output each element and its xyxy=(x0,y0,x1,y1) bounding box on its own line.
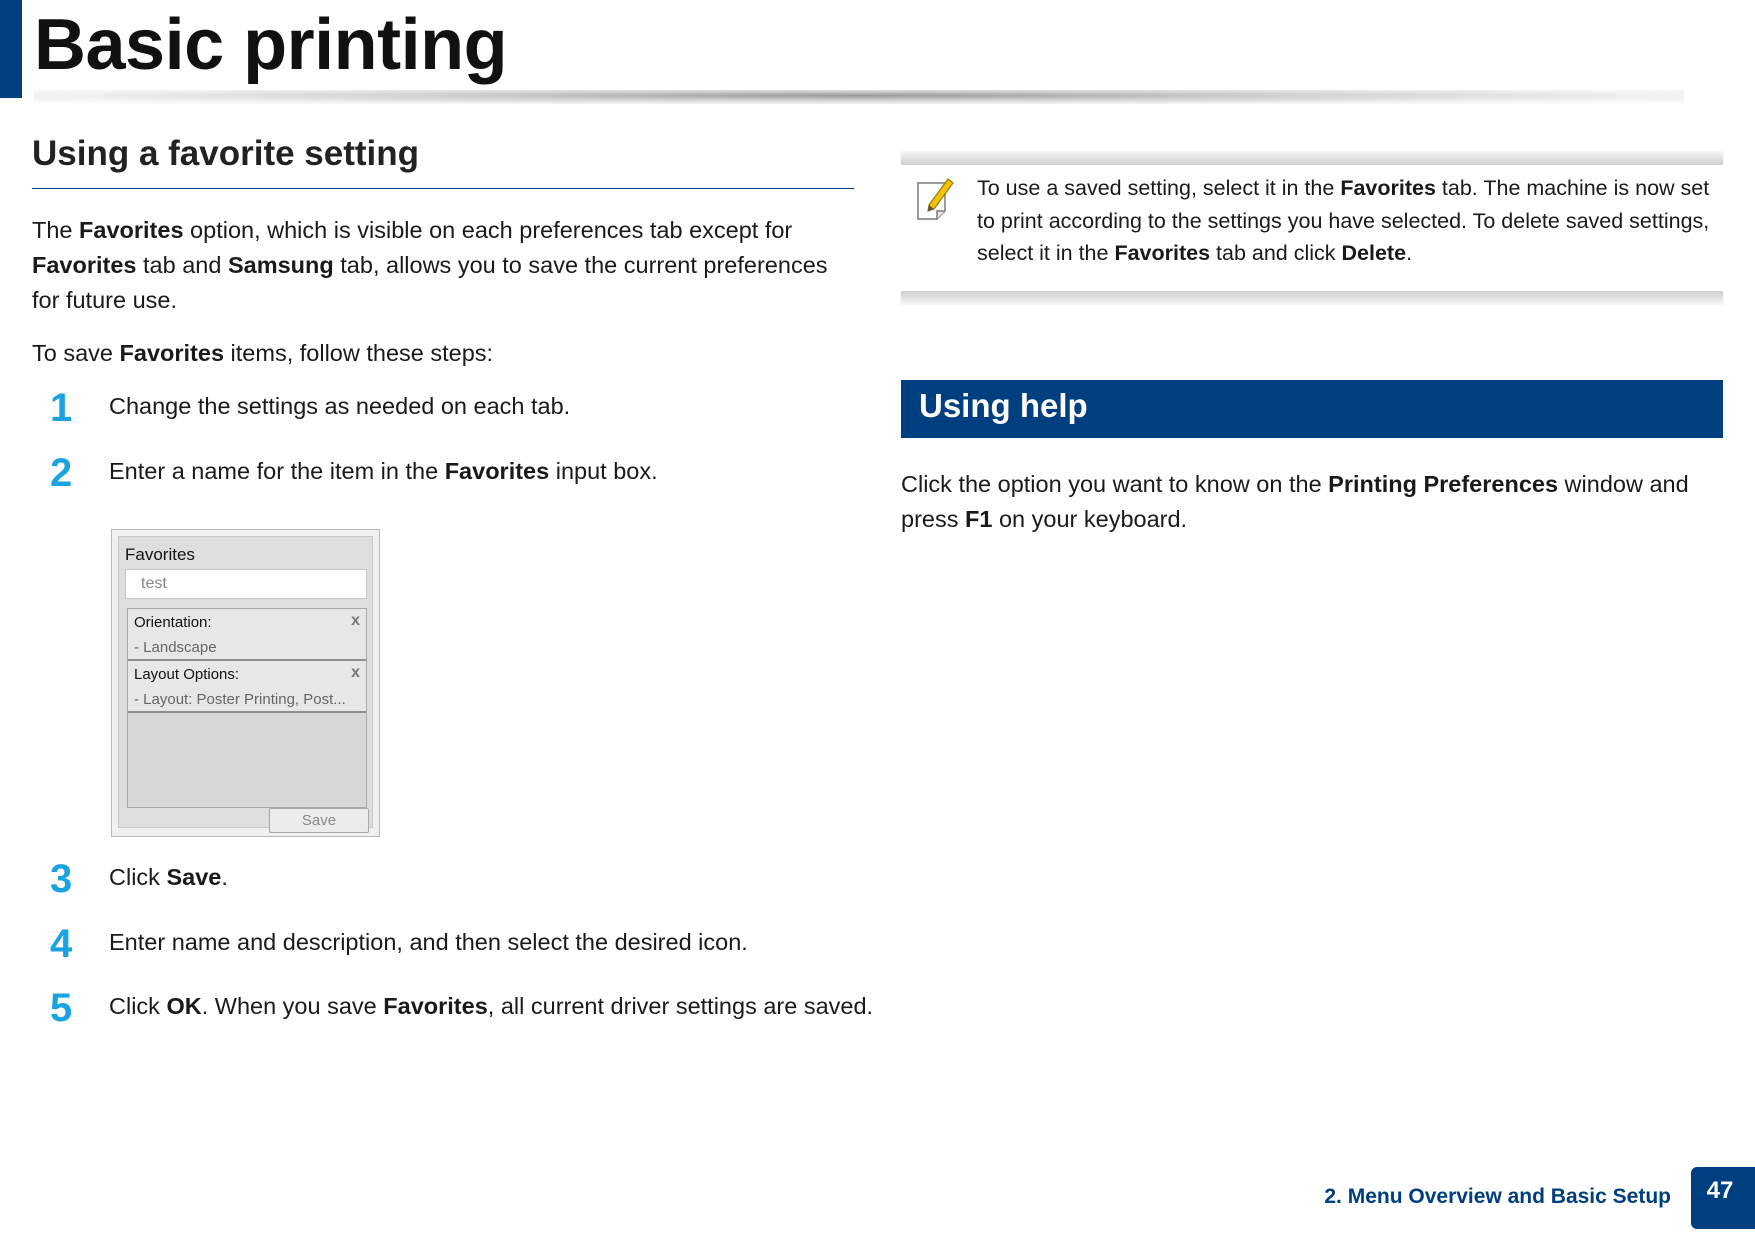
step-1 xyxy=(32,386,862,439)
text-run: To save xyxy=(32,340,120,366)
page-number-badge xyxy=(1691,1167,1755,1229)
favorite-section xyxy=(32,134,854,371)
text-run: input box. xyxy=(549,458,658,484)
help-heading: Using help xyxy=(919,387,1088,424)
bold-term: Save xyxy=(166,864,222,890)
text-run: items, follow these steps: xyxy=(224,340,494,366)
section-heading: Using a favorite setting xyxy=(32,134,854,189)
note-box xyxy=(901,151,1723,305)
text-run: . xyxy=(221,864,228,890)
favorites-name-input[interactable]: test xyxy=(125,569,367,599)
bold-term: Favorites xyxy=(32,252,137,278)
favorites-dialog-screenshot xyxy=(111,529,380,837)
bold-term: OK xyxy=(166,993,202,1019)
title-divider xyxy=(34,90,1684,104)
bold-term: Favorites xyxy=(79,217,184,243)
bold-term: Favorites xyxy=(1340,176,1436,200)
help-heading-bar xyxy=(901,380,1723,438)
entry-value: - Layout: Poster Printing, Post... xyxy=(134,691,346,708)
bold-term: Samsung xyxy=(227,252,334,278)
entry-label: Orientation: xyxy=(134,614,212,631)
bold-term: Printing Preferences xyxy=(1328,471,1559,497)
text-run: tab and xyxy=(136,252,228,278)
step-4 xyxy=(32,922,862,975)
remove-entry-icon[interactable]: x xyxy=(351,612,360,629)
text-run: To use a saved setting, select it in the xyxy=(977,176,1341,200)
text-run: Enter a name for the item in the xyxy=(109,458,445,484)
text-run: option, which is visible on each preferences tab except for xyxy=(183,217,793,243)
favorites-title: Favorites xyxy=(125,545,195,564)
text-run: Enter name and description, and then select the desired icon. xyxy=(109,929,748,955)
help-paragraph xyxy=(901,467,1723,537)
step-number: 3 xyxy=(50,857,73,901)
favorite-entry[interactable] xyxy=(128,661,366,713)
entry-label: Layout Options: xyxy=(134,666,240,683)
footer-chapter-link[interactable]: 2. Menu Overview and Basic Setup xyxy=(1324,1185,1671,1208)
remove-entry-icon[interactable]: x xyxy=(351,664,360,681)
bold-term: Favorites xyxy=(1114,241,1211,265)
text-run: Change the settings as needed on each tab. xyxy=(109,393,571,419)
bold-term: Favorites xyxy=(444,458,550,484)
page-number: 47 xyxy=(1706,1177,1734,1204)
bold-term: Favorites xyxy=(383,993,488,1019)
step-text xyxy=(109,860,228,895)
text-run: window and press xyxy=(901,471,1689,532)
save-button[interactable]: Save xyxy=(269,808,369,833)
step-3 xyxy=(32,857,862,910)
step-5 xyxy=(32,986,874,1039)
text-run: Click the option you want to know on the xyxy=(901,471,1329,497)
step-number: 2 xyxy=(50,451,73,495)
text-run: tab. The machine is now set to print according to the settings you have selected. To delete saved settings, select it in the xyxy=(977,176,1710,265)
favorites-settings-list xyxy=(127,608,367,808)
step-number: 5 xyxy=(50,986,73,1030)
favorites-panel xyxy=(118,536,373,828)
bold-term: Delete xyxy=(1341,241,1407,265)
entry-value: - Landscape xyxy=(134,639,217,656)
step-number: 1 xyxy=(50,386,73,430)
step-number: 4 xyxy=(50,922,73,966)
note-text xyxy=(977,172,1723,270)
save-intro-paragraph xyxy=(32,336,854,371)
text-run: Click xyxy=(109,993,167,1019)
text-run: The xyxy=(32,217,80,243)
chapter-title: Basic printing xyxy=(34,5,508,85)
intro-paragraph xyxy=(32,213,854,318)
text-run: , all current driver settings are saved. xyxy=(487,993,874,1019)
note-top-border xyxy=(901,151,1723,165)
step-text xyxy=(109,389,570,424)
text-run: on your keyboard. xyxy=(992,506,1188,532)
step-text xyxy=(109,989,873,1024)
favorite-entry[interactable] xyxy=(128,609,366,661)
note-pencil-icon xyxy=(915,175,957,221)
step-text xyxy=(109,925,748,960)
bold-term: Favorites xyxy=(119,340,225,366)
step-2 xyxy=(32,451,862,504)
text-run: tab, allows you to save the current preferences for future use. xyxy=(32,252,828,313)
text-run: tab and click xyxy=(1210,241,1342,265)
text-run: . xyxy=(1406,241,1413,265)
bold-term: F1 xyxy=(965,506,993,532)
text-run: . When you save xyxy=(201,993,384,1019)
step-text xyxy=(109,454,658,489)
chapter-accent-bar xyxy=(0,0,22,98)
text-run: Click xyxy=(109,864,167,890)
note-bottom-border xyxy=(901,291,1723,305)
